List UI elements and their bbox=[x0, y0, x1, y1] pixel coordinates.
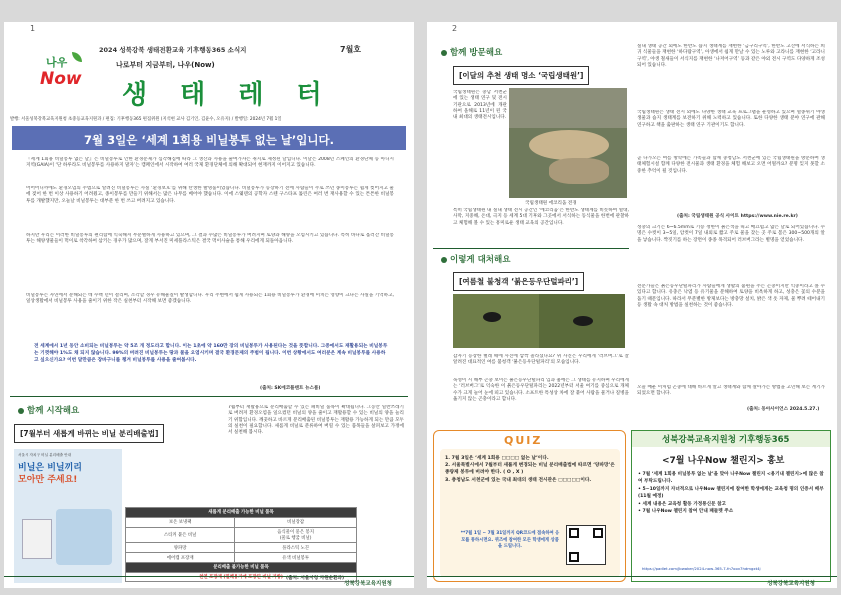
page-footer bbox=[4, 576, 414, 588]
ecology-visit: 곧 다가오는 여름 방학에는 가족들과 함께 충청남도 서천군에 있는 국립생태원을 방문하여 생태체험시설 함께 다양한 전시물과 생태 환경을 체험 해보고 오면 어떨까요? 분명 잊지 못할 소중한 추억이 될 것입니다. bbox=[637, 156, 825, 174]
section-title-2: 이렇게 대처해요 bbox=[441, 253, 510, 265]
box-heading-2: [여름철 불청객 ‘붉은등우단털파리’] bbox=[453, 272, 584, 291]
ecology-zones: 실내 생태 공간 외에도 한반도 습지 생태계를 재현한 ‘금구리구역’, 한반도 고산에 서식하는 희귀 식물들을 재현한 ‘하다람구역’, 아생에서 쉽게 만날 수 있는 노루와 고라니를 재현한 ‘고라니구역’, 야생 철새들이 서식지를 재현한 ‘나저어구역’ 등과 같은 야외 전시 구역도 다양하게 조성되어 있습니다. bbox=[637, 44, 825, 68]
list-item: • 5~10일까지 자녀적으로 나우Now 챌린지에 참여한 학생에게는 교육청 명의 인증서 배부(11월 예정) bbox=[638, 486, 826, 501]
page-number-2: 2 bbox=[452, 24, 458, 33]
ecorium-text: 특히 국립생태원 내 실내 생태 전시 공간인 ‘에코리움’은 한반도 생태계를 비롯하여 열대, 사막, 지중해, 온대, 극지 등 세계 5대 기후와 그곳에서 서식하는 동식물을 한번에 관찰하고 체험해 볼 수 있는 흥미로운 생태 교육의 공간입니다. bbox=[453, 208, 629, 226]
quiz-question-2: 2. 서울특별시에서 7월부터 새롭게 변경되는 비닐 분리배출법에 따르면 ‘양파망’은 종량제 봉투에 버려야 한다. ( O , X ) bbox=[445, 463, 615, 476]
article-paragraph-4: 비닐봉투는 자연에서 분해되는 데 수백 년이 걸리며, 소각할 경우 유해물질이 발생합니다. 우리 주변에서 쉽게 사용되는 1회용 비닐봉투가 환경에 미치는 영향이 크다는 사실을 기억하고, 일상생활에서 비닐봉투 사용을 줄이기 위한 작은 실천부터 시작해 보면 좋겠습니다. bbox=[26, 293, 394, 305]
page-1 bbox=[4, 22, 414, 588]
recycling-poster bbox=[14, 449, 122, 583]
tagline: 나로부터 지금부터, 나우(Now) bbox=[116, 61, 215, 69]
poster-line-2: 모아만 주세요! bbox=[18, 475, 78, 485]
masthead-top: 2024 성북강북 생태전환교육 기후행동365 소식지 bbox=[99, 46, 247, 54]
ecology-intro: 국립생태원은 충남 서천군에 있는 생태 연구 및 전시기관으로 2013년에 개관하여 올해로 11년이 된 국내 최대의 생태전시입니다. bbox=[453, 90, 507, 121]
list-item: • 세계 내용은 교육청 활동 가정통신문 참고 bbox=[638, 501, 826, 508]
page-footer bbox=[427, 576, 837, 588]
challenge-subtitle: <7월 나우Now 챌린지> 홍보 bbox=[662, 453, 784, 466]
challenge-box bbox=[631, 430, 831, 582]
bag-image bbox=[22, 519, 52, 559]
table-cell: 비닐장갑 bbox=[235, 517, 357, 527]
publisher-line: 발행: 서울성북강북교육지원청 초중등교육지원과 / 편집: 기후행동365 편집위원 (지석현 교사 김기인, 김윤수, 오유지) / 발행일: 2024년 7월 1일 bbox=[10, 117, 282, 122]
lovebug-intro: 갑자기 등장한 벌레 떼에 사진에 깜짝 놀라셨나요? 위 사진은 우리에게 ‘러브버그’로 잘 알려진 대표적인 여름 불청객 ‘붉은등우단털파리’의 모습입니다. bbox=[453, 354, 629, 366]
box-heading: [7월부터 새롭게 바뀌는 비닐 분리배출법] bbox=[14, 424, 164, 443]
table-cell: 스티커 붙은 비닐 bbox=[126, 527, 235, 543]
box-heading-1: [이달의 추천 생태 명소 ‘국립생태원’] bbox=[453, 66, 589, 85]
table-source: (출처: 서울시청 자원순환과) bbox=[286, 576, 345, 581]
table-header: 새롭게 분리배출 가능한 비닐 품목 bbox=[126, 508, 357, 518]
article-paragraph-2: 어어어니까에도 환경오염의 주범으로 알려진 비닐봉투는 사실 ‘환경보호’를 위해 탄생한 발명품이었습니다. 비닐봉투가 등장하기 전에 사람들이 주로 쓰던 종이봉투는 쉽게 찢어지고 물에 젖어 한 번 이상 사용하기 어려웠고, 종이봉투를 만들기 위해서는 많은 나무를 베어야 했습니다. 이에 스웨덴의 공학자 스텐 구스타프 툴린은 여러 번 재사용할 수 있는 튼튼한 비닐봉투를 개발했지만, 오늘날 비닐봉투는 대부분 한 번 쓰고 버려지고 있습니다. bbox=[26, 186, 394, 204]
now-logo bbox=[40, 52, 88, 102]
qr-code-icon[interactable] bbox=[566, 525, 606, 565]
ecology-source: (출처: 국립생태원 공식 사이트 https://www.nie.re.kr) bbox=[677, 214, 798, 219]
newsletter-title: 생 태 레 터 bbox=[122, 80, 334, 110]
padlet-link[interactable]: https://padlet.com/jbwaker/2024-now-365-7-fn7oov7hdmgxt4j bbox=[642, 566, 761, 571]
table-cell: 플라스틱 노끈 bbox=[235, 543, 357, 553]
ecorium-photo bbox=[509, 88, 627, 198]
challenge-list bbox=[638, 471, 826, 515]
photo-caption: 국립생태원 에코리움 전경 bbox=[525, 201, 577, 206]
challenge-title: 성북강북교육지원청 기후행동365 bbox=[662, 435, 790, 445]
article-source: (출처: SK에코플랜트 뉴스룸) bbox=[260, 386, 321, 391]
list-item: • 7월 나우Now 챌린지 참여 안내 패들렛 주소 bbox=[638, 508, 826, 515]
footer-text: 성북강북교육지원청 bbox=[344, 581, 392, 587]
lovebug-source: (출처: 동아사이언스 2024.5.27.) bbox=[747, 407, 820, 412]
lovebug-advice: 전문가들은 붉은등우단털파리가 사람들에게 생활의 불편을 주는 곤충이지만 익충이라고 볼 수 있다고 합니다. 유충은 낙엽 등 유기물을 분해하여 토양을 비옥하게 하고, 성충은 꽃의 수분을 돕기 때문입니다. 따라서 무분별한 방제보다는 방충망 설치, 밝은 색 옷 자제, 물 뿌려 떼어내기 등 생활 속 대처 방법을 실천하는 것이 좋습니다. bbox=[637, 284, 825, 308]
poster-line-1: 비닐은 비닐끼리 bbox=[18, 463, 82, 473]
lovebug-photo bbox=[453, 294, 625, 348]
lovebug-size: 성충의 크기는 6~6.5mm로 기승 정한이 붉은색을 띠고 매끄럽고 얇은 날로 되어있습니다. 수명은 수컷이 3~5일, 암컷이 7일 내외로 짧고 주로 물을 찾는 곳 주로 봄은 300~500개의 알을 낳습니다. 짝짓기를 하는 장면이 종종 목격되어 러브버그라는 별명을 얻었습니다. bbox=[637, 225, 825, 243]
table-cell: 음식물이 묻은 봉지 (물로 헹굼 비닐) bbox=[235, 527, 357, 543]
page-2 bbox=[427, 22, 837, 588]
headline: 7월 3일은 ‘세계 1회용 비닐봉투 없는 날’입니다. bbox=[84, 133, 334, 147]
quiz-title: QUIZ bbox=[504, 434, 543, 447]
section-text: 7월부터 재활용으로 분리배출할 수 있는 폐비닐 품목이 확대됩니다. 그동안 일반쓰레기로 버려져 환경오염을 일으켰던 비닐의 양을 줄이고 재활용할 수 있는 비닐의 양을 늘리기 위함입니다. 깨끗하고 바르게 분리배출된 비닐봉투는 재활용 가능하게 되는 만큼 모두의 실천이 필요합니다. 새롭게 비닐로 분류하여 버릴 수 있는 품목들을 살펴보고 가정에서 실천해 봅시다. bbox=[228, 405, 404, 436]
lovebug-text: 독성이 시 해부 곤충 보이는 붉은등우단털파리 입과 흉에는 그 생태를 유지하며 우리에게는 ‘러브버그’로 익숙한 이 붉은등우단털파리는 2022년부터 서울 여기를 중심으로 개체 수가 크게 늘어 눈에 띄고 있습니다. 소프트한 특성상 차에 잘 붙어 사람을 물거나 질병을 옮기지 않는 곤충이라고 합니다. bbox=[453, 378, 629, 402]
table-row bbox=[126, 517, 357, 527]
poster-caption: 서울시 자치구 비닐 분리배출 안내 bbox=[18, 453, 72, 457]
logo-bottom: Now bbox=[40, 69, 82, 89]
table-footer-row: 천연 포장재 (밀폐용기에 포장된 비닐 가방) bbox=[126, 572, 357, 582]
quiz-question-3: 3. 충청남도 서천군에 있는 국내 최대의 생태 전시관은 □□□□□이다. bbox=[445, 477, 592, 483]
table-footer-header: 분리배출 불가능한 비닐 품목 bbox=[126, 562, 357, 572]
footer-text: 성북강북교육지원청 bbox=[767, 581, 815, 587]
issue-label: 7월호 bbox=[340, 45, 362, 54]
recyclables-table bbox=[125, 507, 357, 582]
page-number-1: 1 bbox=[30, 24, 36, 33]
table-row bbox=[126, 553, 357, 563]
lovebug-closing: 오늘 배운 이처럼 곤충에 대해 바르게 알고 생태계와 함께 살아가는 방법을 고민해 보는 계기가 되었으면 합니다. bbox=[637, 385, 825, 397]
list-item: • 7월 ‘세계 1회용 비닐봉투 없는 날’을 맞아 나우Now 챌린지 <용기내 챌린지>에 많은 참여 부탁드립니다. bbox=[638, 471, 826, 486]
quiz-note: **7월 1일 ~ 7월 31일까지 QR코드에 접속하여 응모를 통하시면요. 퀴즈에 참여한 모든 학생에게 상품을 드립니다. bbox=[460, 531, 560, 550]
table-row bbox=[126, 527, 357, 543]
ecology-programs: 국립생태원은 생태 전시 외에도 다양한 생태 교육 프로그램을 운영하고 있으며 멸종위기 야생생물과 습지 생태계를 보전하기 위해 노력하고 있습니다. 또한 다양한 생태 분야 연구에 관해 연구하고 책을 출판하는 생태 연구 기관이기도 합니다. bbox=[637, 110, 825, 128]
section-title-1: 함께 방문해요 bbox=[441, 46, 502, 58]
table-cell: 에어캡 포장재 bbox=[126, 553, 235, 563]
quiz-box bbox=[433, 430, 626, 582]
table-row bbox=[126, 543, 357, 553]
section-divider bbox=[433, 248, 629, 249]
table-cell: 보온 보냉팩 bbox=[126, 517, 235, 527]
article-highlight: 전 세계에서 1년 동안 소비되는 비닐봉투는 약 5조 개 정도라고 합니다. 이는 1초에 약 160만 장의 비닐봉투가 사용된다는 것을 뜻합니다. 그중에서도 재활용되는 비닐봉투는 기껏해야 1%도 채 되지 않습니다. 99%의 버려진 비닐봉투는 땅과 물을 오염시키며 결국 환경문제의 주범이 됩니다. 이번 상황에서도 여러분은 계속 비닐봉투를 사용하고 싶으신가요? 이번 달만큼은 장바구니를 챙겨 비닐봉투를 사용을 줄여봅시다. bbox=[34, 344, 388, 363]
quiz-question-1: 1. 7월 3일은 ‘세계 1회용 □□□□ 없는 날’이다. bbox=[445, 456, 549, 461]
bin-image bbox=[56, 509, 112, 565]
section-divider bbox=[10, 396, 408, 397]
logo-top: 나우 bbox=[46, 56, 68, 69]
article-paragraph-3: 하지만 우리는 이러한 비닐봉투의 편리함에 익숙해져 무분별하게 사용하고 있으며, 그 결과 수많은 비닐봉투가 버려지며 토양과 해양을 오염시키고 있습니다. 특히 바다로 흘러간 비닐봉투는 해양생물들이 먹이로 착각하여 삼키는 경우가 많으며, 잘게 부서진 미세플라스틱은 결국 먹이사슬을 통해 우리에게 되돌아옵니다. bbox=[26, 233, 394, 245]
leaf-icon bbox=[72, 52, 82, 62]
article-paragraph-1: 『세계 1회용 비닐봉투 없는 날』은 비닐봉투로 인한 환경문제가 심각해짐에 따라 그 생산과 사용을 줄여가자는 취지로 제정된 날입니다. 이날은 2008년 스페인의 환경단체 등 아니시 지역(GAIA)이 ‘단 하루라도 비닐봉투를 사용하지 말자’는 캠페인에서 시작하여 여러 국제 환경단체에 의해 확대되어 현재까지 이어지고 있습니다. bbox=[26, 157, 394, 169]
table-cell: 양파망 bbox=[126, 543, 235, 553]
table-cell: 유색 비닐봉투 bbox=[235, 553, 357, 563]
section-title: 함께 시작해요 bbox=[18, 404, 79, 416]
